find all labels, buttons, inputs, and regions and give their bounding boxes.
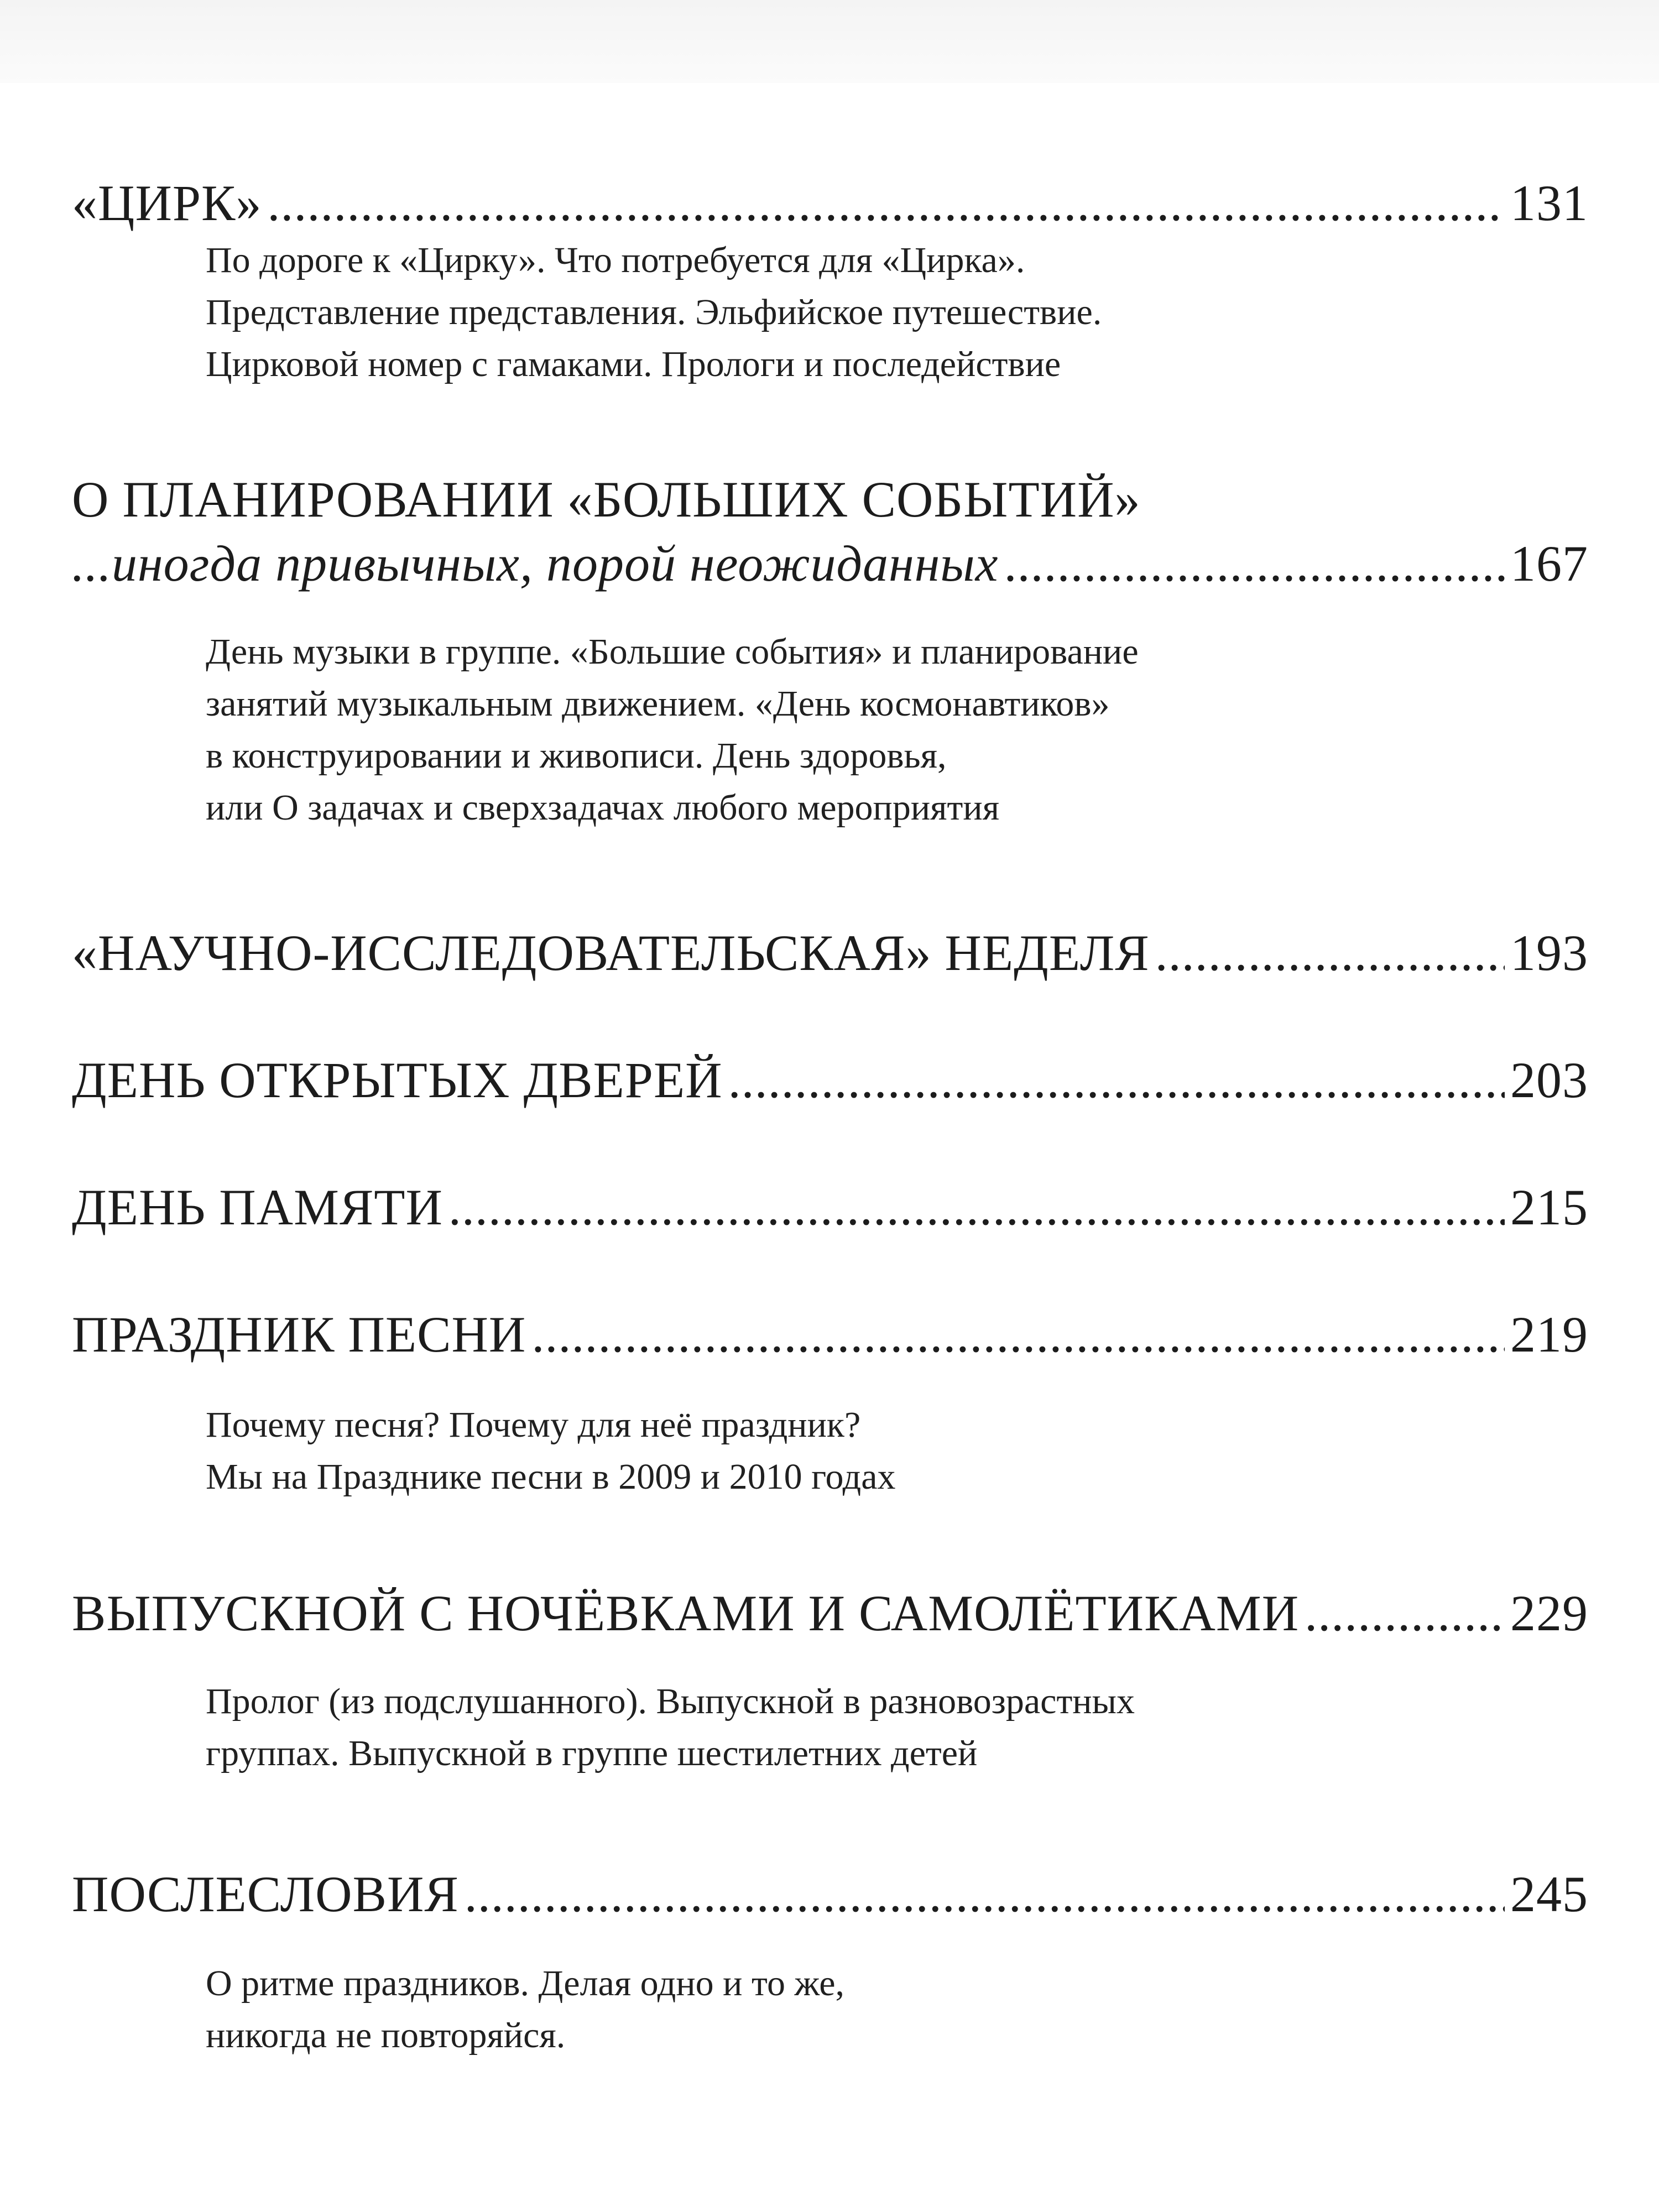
- toc-entry-description: [206, 626, 1533, 834]
- toc-leader-dots: [465, 1864, 1505, 1924]
- toc-page-number: 245: [1510, 1866, 1588, 1922]
- toc-entry-research-week: [72, 922, 1588, 983]
- toc-page-number: 219: [1510, 1306, 1588, 1363]
- toc-entry-description: [206, 1958, 1533, 2062]
- toc-leader-dots: [531, 1304, 1505, 1365]
- toc-entry-title: ПОСЛЕСЛОВИЯ: [72, 1866, 459, 1922]
- description-line: в конструировании и живописи. День здоровья,: [206, 735, 947, 776]
- toc-page-number: 203: [1510, 1052, 1588, 1108]
- description-line: Мы на Празднике песни в 2009 и 2010 годах: [206, 1457, 896, 1497]
- toc-entry-title: ПРАЗДНИК ПЕСНИ: [72, 1306, 526, 1363]
- toc-leader-dots: [1004, 533, 1505, 594]
- toc-entry-song-festival: [72, 1304, 1588, 1365]
- description-line: занятий музыкальным движением. «День космонавтиков»: [206, 684, 1110, 724]
- toc-page-number: 167: [1510, 535, 1588, 592]
- toc-entry-heading: О ПЛАНИРОВАНИИ «БОЛЬШИХ СОБЫТИЙ»: [72, 471, 1141, 528]
- toc-entry-graduation: [72, 1583, 1588, 1644]
- description-line: Цирковой номер с гамаками. Прологи и последействие: [206, 344, 1061, 384]
- toc-page-number: 229: [1510, 1585, 1588, 1641]
- description-line: О ритме праздников. Делая одно и то же,: [206, 1963, 844, 2004]
- description-line: По дороге к «Цирку». Что потребуется для «Цирка».: [206, 240, 1025, 280]
- toc-entry-afterword: [72, 1864, 1588, 1924]
- toc-entry-circus: [72, 173, 1588, 233]
- toc-entry-title: ВЫПУСКНОЙ С НОЧЁВКАМИ И САМОЛЁТИКАМИ: [72, 1585, 1300, 1641]
- description-line: День музыки в группе. «Большие события» и планирование: [206, 632, 1139, 672]
- toc-page-number: 131: [1510, 175, 1588, 231]
- description-line: Представление представления. Эльфийское путешествие.: [206, 292, 1102, 332]
- description-line: или О задачах и сверхзадачах любого мероприятия: [206, 787, 1000, 828]
- toc-leader-dots: [1155, 922, 1505, 983]
- toc-entry-title: ДЕНЬ ПАМЯТИ: [72, 1179, 443, 1235]
- description-line: группах. Выпускной в группе шестилетних детей: [206, 1733, 978, 1773]
- description-line: никогда не повторяйся.: [206, 2015, 566, 2056]
- toc-leader-dots: [267, 173, 1505, 233]
- description-line: Почему песня? Почему для неё праздник?: [206, 1405, 861, 1445]
- toc-entry-open-doors-day: [72, 1050, 1588, 1110]
- toc-leader-dots: [728, 1050, 1505, 1110]
- toc-leader-dots: [448, 1177, 1505, 1238]
- toc-entry-description: [206, 1676, 1533, 1780]
- toc-entry-title: «НАУЧНО-ИССЛЕДОВАТЕЛЬСКАЯ» НЕДЕЛЯ: [72, 925, 1150, 981]
- toc-entry-subtitle: ...иногда привычных, порой неожиданных: [72, 535, 999, 592]
- toc-entry-memory-day: [72, 1177, 1588, 1238]
- toc-entry-planning: [72, 533, 1588, 594]
- toc-entry-description: [206, 1399, 1533, 1503]
- toc-entry-description: [206, 234, 1533, 390]
- toc-entry-title: ДЕНЬ ОТКРЫТЫХ ДВЕРЕЙ: [72, 1052, 723, 1108]
- toc-page-number: 215: [1510, 1179, 1588, 1235]
- toc-page-number: 193: [1510, 925, 1588, 981]
- toc-entry-title: «ЦИРК»: [72, 175, 262, 231]
- toc-leader-dots: [1305, 1583, 1505, 1644]
- description-line: Пролог (из подслушанного). Выпускной в разновозрастных: [206, 1681, 1135, 1721]
